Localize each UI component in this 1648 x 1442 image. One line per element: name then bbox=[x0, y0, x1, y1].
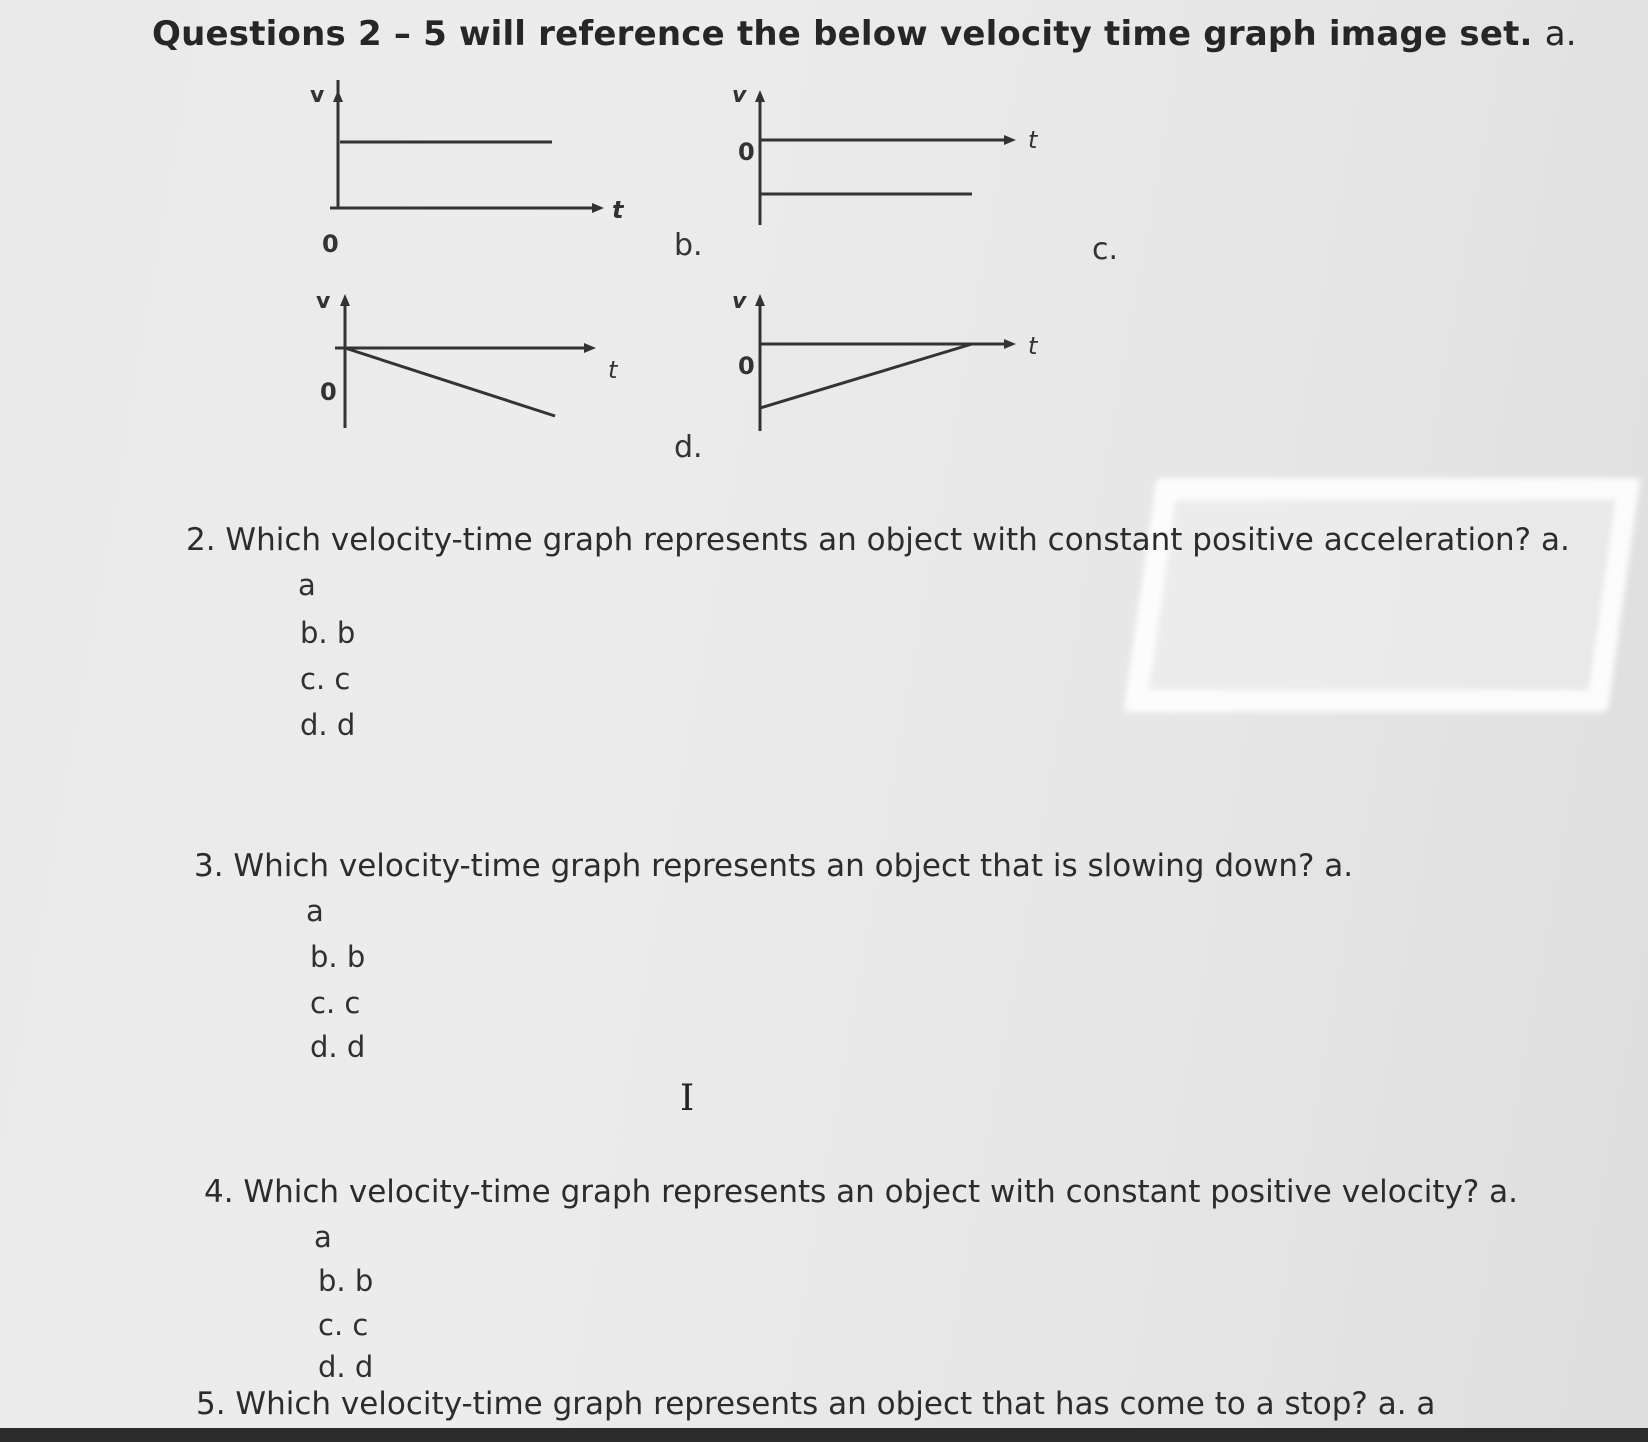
graph-d-origin-label: 0 bbox=[738, 352, 755, 380]
graph-d-v-label: v bbox=[732, 289, 747, 314]
question-3: 3. Which velocity-time graph represents an object that is slowing down? a. bbox=[194, 848, 1354, 884]
question-3-option-c[interactable]: c. c bbox=[310, 986, 361, 1020]
monitor-bezel bbox=[0, 1428, 1648, 1442]
graph-c-velocity-line bbox=[345, 348, 555, 416]
question-4-option-a[interactable]: a bbox=[314, 1220, 332, 1254]
header-graph-a-label: a. bbox=[1544, 14, 1577, 54]
graph-c-v-arrow-icon bbox=[340, 294, 350, 306]
question-3-option-b[interactable]: b. b bbox=[310, 940, 366, 974]
graph-c-t-arrow-icon bbox=[584, 343, 596, 353]
question-4-option-b[interactable]: b. b bbox=[318, 1264, 374, 1298]
graph-b-origin-label: 0 bbox=[738, 138, 755, 166]
question-2-option-b[interactable]: b. b bbox=[300, 616, 356, 650]
graph-a-v-label: v bbox=[310, 83, 325, 108]
question-2-option-c[interactable]: c. c bbox=[300, 662, 351, 696]
question-2-option-a[interactable]: a bbox=[298, 568, 316, 602]
text-cursor-icon: I bbox=[680, 1078, 695, 1119]
header-text: Questions 2 – 5 will reference the below velocity time graph image set. bbox=[152, 14, 1533, 54]
question-5: 5. Which velocity-time graph represents an object that has come to a stop? a. a bbox=[196, 1386, 1436, 1422]
graph-b-v-arrow-icon bbox=[755, 90, 765, 102]
graph-c bbox=[300, 286, 640, 436]
graph-c-caption: c. bbox=[1092, 232, 1119, 267]
question-3-option-d[interactable]: d. d bbox=[310, 1030, 366, 1064]
graph-d bbox=[720, 286, 1060, 436]
graph-d-t-arrow-icon bbox=[1004, 339, 1016, 349]
question-4: 4. Which velocity-time graph represents an object with constant positive velocity? a. bbox=[204, 1174, 1519, 1210]
graph-b-t-label: t bbox=[1028, 126, 1038, 154]
graph-a-v-arrow-icon bbox=[333, 90, 343, 102]
graph-b-t-arrow-icon bbox=[1004, 135, 1016, 145]
graph-a bbox=[300, 80, 640, 260]
question-4-option-c[interactable]: c. c bbox=[318, 1308, 369, 1342]
graph-c-t-label: t bbox=[608, 356, 618, 384]
graph-a-origin-label: 0 bbox=[322, 230, 339, 258]
graph-d-t-label: t bbox=[1028, 332, 1038, 360]
screen-glare bbox=[1124, 478, 1641, 712]
graph-c-origin-label: 0 bbox=[320, 378, 337, 406]
graph-b-caption: b. bbox=[674, 228, 703, 263]
page-header bbox=[152, 14, 1577, 54]
graph-c-v-label: v bbox=[316, 289, 331, 314]
graph-a-t-arrow-icon bbox=[592, 203, 604, 213]
question-2-option-d[interactable]: d. d bbox=[300, 708, 356, 742]
graph-d-velocity-line bbox=[760, 344, 972, 408]
graph-b bbox=[720, 80, 1060, 240]
question-2: 2. Which velocity-time graph represents an object with constant positive acceleration? a. bbox=[186, 522, 1570, 558]
graph-a-t-label: t bbox=[612, 196, 624, 224]
graph-b-v-label: v bbox=[732, 83, 747, 108]
question-4-option-d[interactable]: d. d bbox=[318, 1350, 374, 1384]
graph-d-v-arrow-icon bbox=[755, 294, 765, 306]
graph-d-caption: d. bbox=[674, 430, 703, 465]
question-3-option-a[interactable]: a bbox=[306, 894, 324, 928]
